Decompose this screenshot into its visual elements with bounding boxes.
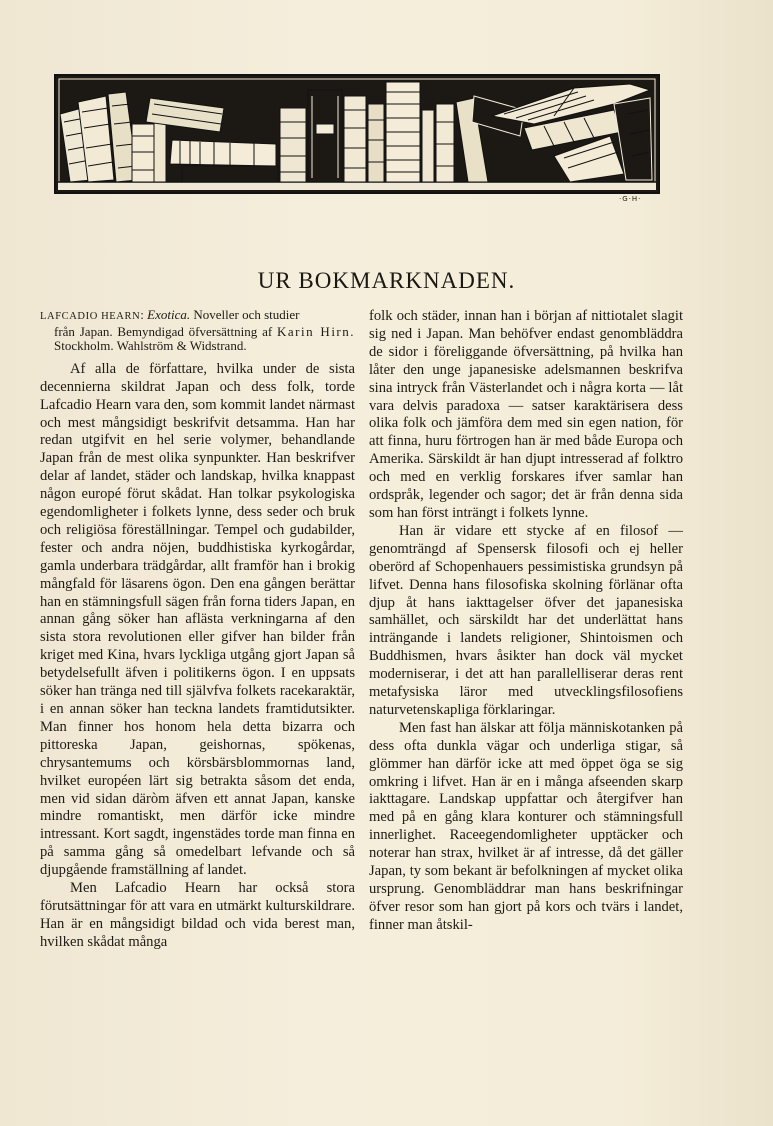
review-author: LAFCADIO HEARN bbox=[40, 311, 141, 322]
page-title: UR BOKMARKNADEN. bbox=[257, 268, 516, 293]
bookshelf-drawing bbox=[54, 74, 660, 194]
review-subtitle-1: Noveller och studier bbox=[193, 307, 300, 322]
right-paragraph-2: Han är vidare ett stycke af en filosof — genomträngd af Spensersk filosofi och ej heller oberörd af Schopenhauers pessimistiska grundsyn på lifvet. Denna hans filosofiska skolning förlänar ofta djup åt hans iakttagelser öfver det japanesiska samhället, och särskildt har det underlättat hans inträngande i landets religioner, Shintoismen och Buddhismen, hvars åsikter han dock väl mycket moderniserar, i det att han parallelliserar deras rent metafysiska läror med utvecklingsfilosofiens naturvetenskapliga förklaringar. bbox=[369, 522, 683, 718]
review-translator: Karin Hirn. bbox=[277, 323, 356, 339]
illustrator-monogram: ·G·H· bbox=[619, 195, 642, 203]
review-header: LAFCADIO HEARN: Exotica. Noveller och studier från Japan. Bemyndigad öfversättning af Karin Hirn. Stockholm. Wahlström & Widstrand. bbox=[40, 307, 356, 354]
review-publisher: Stockholm. Wahlström & Widstrand. bbox=[54, 338, 247, 354]
right-paragraph-3: Men fast han älskar att följa människotanken på dess ofta dunkla vägar och underliga stigar, så glömmer han därför icke att med öppet öga se sig omkring i lifvet. Han är en i många afseenden skarp iakttagare. Landskap uppfattar och återgifver han med på en gång klara konturer och stämningsfull innerlighet. Raceegendomligheter upptäcker och noterar han strax, hvilket är af intresse, då det gäller Japan, ty som bekant är befolkningen af mycket olika ursprung. Genombläddrar man hans beskrifningar öfver resor som han gjort på kors och tvärs i landet, finner man åtskil- bbox=[369, 719, 683, 933]
bookshelf-illustration bbox=[54, 74, 660, 194]
right-column bbox=[369, 308, 683, 935]
left-paragraph-1: Af alla de författare, hvilka under de sista decennierna skildrat Japan och dess folk, torde Lafcadio Hearn vara den, som kommit landet närmast och mest mångsidigt beskrifvit detsamma. Han har redan utgifvit en hel serie volymer, behandlande Japan från de mest olika synpunkter. Han beskrifver delar af landet, städer och landskap, hvilka knappast någon europé förut skådat. Han tolkar psykologiska egendomligheter i folkets lynne, dess seder och bruk och religiösa föreställningar. Tempel och gudabilder, fester och andra nöjen, buddhistiska kyrkogårdar, gamla underbara trädgårdar, allt framför han i brokig mångfald för läsarens ögon. Den ena gången berättar han en stämningsfull sägen från forna tiders Japan, en annan gång söker han aflästa verkningarna af den sista stora revolutionen eller gifver han bilder från kriget med Kina, hvars lyckliga utgång gjort Japan så betydelsefullt äfven i politikerns ögon. I en uppsats söker han tränga ned till självfva folkets racekaraktär, i en annan söker han teckna landets framtidutsikter. Man finner hos honom hela detta bizarra och pittoreska Japan, geishornas, spökenas, chrysantemums och körsbärsblommornas land, hvilket européen lärt sig betrakta såsom det enda, men vid sidan däròm äfven ett annat Japan, kanske mindre romantiskt, men därför icke mindre intressant. Kort sagdt, ingenstädes torde man finna en på samma gång så omedelbart lefvande och så djupgående framställning af landet. bbox=[40, 360, 355, 879]
review-subtitle-2: från Japan. Bemyndigad öfversättning af bbox=[54, 323, 273, 339]
left-column bbox=[40, 308, 355, 952]
left-paragraph-2: Men Lafcadio Hearn har också stora förutsättningar för att vara en utmärkt kulturskildrare. Han är en mångsidigt bildad och vida berest man, hvilken skådat många bbox=[40, 880, 355, 950]
review-title: Exotica. bbox=[147, 307, 191, 322]
right-paragraph-1: folk och städer, innan han i början af nittiotalet slagit sig ned i Japan. Man behöfver endast genombläddra de sidor i föreliggande öfversättning, på hvilka han låter den unge japanesiske adelsmannen beskrifva sina intryck från Västerlandet och i några korta — låt vara delvis paradoxa — satser karaktärisera dess olika folk och jämföra dem med sin egen nation, för att finna, huru förtrogen han är med både Europa och Amerika. Särskildt är han djupt intresserad af folktro och med en verklig forskares ifver samlar han ordspråk, legender och sagor; det är från denna sida som han först inträngt i folkets lynne. bbox=[369, 308, 683, 521]
